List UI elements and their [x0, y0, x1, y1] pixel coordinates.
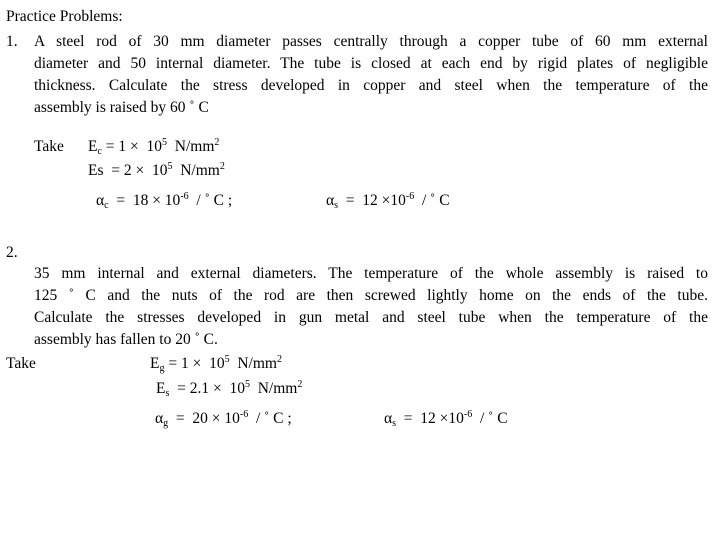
equation: = 12 ×10: [396, 410, 464, 427]
unit: / ˚ C ;: [188, 192, 233, 209]
unit-exponent: 2: [297, 379, 303, 390]
problem-2-line: assembly has fallen to 20 ˚ C.: [34, 331, 218, 348]
equation: = 2 × 10: [103, 162, 168, 179]
symbol: α: [96, 192, 105, 209]
problem-1-es-formula: [88, 160, 225, 182]
symbol: E: [156, 380, 166, 397]
equation: = 18 × 10: [108, 192, 181, 209]
problem-1-take-label: Take: [34, 138, 64, 155]
problem-1-ec-formula: [88, 136, 219, 158]
symbol: E: [88, 138, 98, 155]
symbol: α: [155, 410, 164, 427]
symbol: Es: [88, 162, 104, 179]
subscript: s: [334, 200, 339, 211]
subscript: c: [97, 146, 102, 157]
problem-1-line: diameter and 50 internal diameter. The tube is closed at each end by rigid plates of negligible: [34, 55, 708, 72]
exponent: -6: [180, 191, 189, 202]
exponent: -6: [405, 191, 415, 202]
problem-2-alpha-s-formula: [384, 408, 508, 430]
unit: / ˚ C: [472, 410, 508, 427]
equation: = 20 × 10: [168, 410, 240, 427]
symbol: α: [384, 410, 393, 427]
problem-2-line: 125 ˚ C and the nuts of the rod are then screwed lightly home on the ends of the tube.: [34, 287, 708, 304]
symbol: E: [150, 355, 160, 372]
problem-1-line: assembly is raised by 60 ˚ C: [34, 99, 209, 116]
problem-1-line: A steel rod of 30 mm diameter passes centrally through a copper tube of 60 mm external: [34, 33, 708, 50]
page-heading: Practice Problems:: [6, 8, 123, 25]
problem-2-take-label: Take: [6, 355, 36, 372]
equation: = 1 × 10: [164, 355, 225, 372]
unit: / ˚ C ;: [248, 410, 292, 427]
problem-2-es-formula: [156, 378, 302, 400]
exponent: -6: [463, 409, 473, 420]
symbol: α: [326, 192, 335, 209]
unit-exponent: 2: [214, 137, 220, 148]
subscript: g: [159, 363, 165, 374]
problem-2-alpha-g-formula: [155, 408, 292, 430]
subscript: s: [165, 388, 170, 399]
problem-2-eg-formula: [150, 353, 282, 375]
exponent: 5: [167, 161, 173, 172]
unit: N/mm: [167, 138, 215, 155]
problem-2-line: Calculate the stresses developed in gun metal and steel tube when the temperature of the: [34, 309, 708, 326]
exponent: 5: [224, 354, 230, 365]
exponent: -6: [239, 409, 249, 420]
exponent: 5: [244, 379, 250, 390]
unit: N/mm: [172, 162, 220, 179]
problem-1-alpha-c-formula: [96, 190, 232, 212]
subscript: c: [104, 200, 109, 211]
unit: / ˚ C: [414, 192, 450, 209]
equation: = 2.1 × 10: [169, 380, 245, 397]
problem-1-text: [34, 31, 708, 119]
problem-2-number: 2.: [6, 244, 18, 261]
problem-1-number: 1.: [6, 33, 18, 50]
equation: = 12 ×10: [338, 192, 406, 209]
equation: = 1 × 10: [101, 138, 163, 155]
problem-2-text: [34, 263, 708, 351]
problem-2-line: 35 mm internal and external diameters. The temperature of the whole assembly is raised to: [34, 265, 708, 282]
subscript: s: [392, 418, 397, 429]
unit-exponent: 2: [276, 354, 282, 365]
unit: N/mm: [229, 355, 277, 372]
subscript: g: [163, 418, 169, 429]
unit-exponent: 2: [219, 161, 225, 172]
exponent: 5: [162, 137, 168, 148]
unit: N/mm: [249, 380, 298, 397]
problem-1-line: thickness. Calculate the stress developed in copper and steel when the temperature of the: [34, 77, 708, 94]
problem-1-alpha-s-formula: [326, 190, 450, 212]
